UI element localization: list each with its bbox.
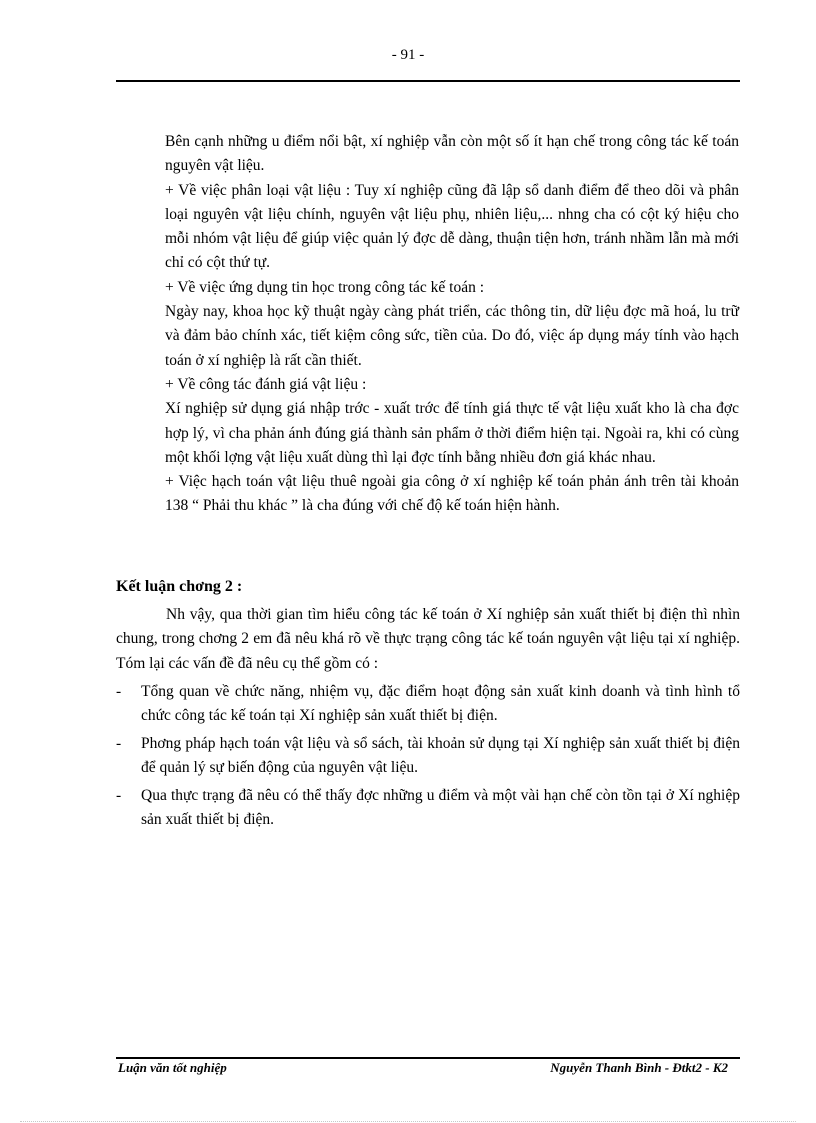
paragraph: + Việc hạch toán vật liệu thuê ngoài gia công ở xí nghiệp kế toán phản ánh trên tài khoản 138 “ Phải thu khác ” là cha đúng với chế độ kế toán hiện hành. [165,473,739,515]
paragraph: Nh vậy, qua thời gian tìm hiểu công tác kế toán ở Xí nghiệp sản xuất thiết bị điện thì nhìn chung, trong chơng 2 em đã nêu khá rõ về thực trạng công tác kế toán nguyên vật liệu tại xí nghiệp. Tóm lại các vấn đề đã nêu cụ thể gồm có : [116,606,740,672]
conclusion-intro [116,603,740,676]
paragraph: + Về việc phân loại vật liệu : Tuy xí nghiệp cũng đã lập sổ danh điểm để theo dõi và phân loại nguyên vật liệu chính, nguyên vật liệu phụ, nhiên liệu,... nhng cha có cột ký hiệu cho mỗi nhóm vật liệu để giúp việc quản lý đợc dễ dàng, thuận tiện hơn, tránh nhầm lẫn mà mới chỉ có cột thứ tự. [165,181,739,272]
paragraph: Xí nghiệp sử dụng giá nhập trớc - xuất trớc để tính giá thực tế vật liệu xuất kho là cha đợc hợp lý, vì cha phản ánh đúng giá thành sản phẩm ở thời điểm hiện tại. Ngoài ra, khi có cùng một khối lợng vật liệu xuất dùng thì lại đợc tính bằng nhiều đơn giá khác nhau. [165,400,739,466]
page-number: - 91 - [391,47,425,63]
paragraph: Ngày nay, khoa học kỹ thuật ngày càng phát triển, các thông tin, dữ liệu đợc mã hoá, lu trữ và đảm bảo chính xác, tiết kiệm công sức, tiền của. Do đó, việc áp dụng máy tính vào hạch toán ở xí nghiệp là rất cần thiết. [165,303,739,369]
list-item [116,732,740,779]
conclusion-heading: Kết luận chơng 2 : [116,578,243,595]
paragraph: Bên cạnh những u điểm nổi bật, xí nghiệp vẫn còn một số ít hạn chế trong công tác kế toán nguyên vật liệu. [165,133,739,175]
bullet-dash: - [116,683,122,700]
page-edge-dots [20,1121,796,1122]
footer-rule [116,1057,740,1059]
list-item [116,784,740,831]
paragraph: + Về công tác đánh giá vật liệu : [165,375,367,393]
bullet-dash: - [116,735,122,752]
conclusion-list [116,680,740,836]
list-item-text: Phơng pháp hạch toán vật liệu và sổ sách, tài khoản sử dụng tại Xí nghiệp sản xuất thiết bị điện để quản lý sự biến động của nguyên vật liệu. [141,735,740,776]
list-item [116,680,740,727]
list-item-text: Tổng quan về chức năng, nhiệm vụ, đặc điểm hoạt động sản xuất kinh doanh và tình hình tổ chức công tác kế toán tại Xí nghiệp sản xuất thiết bị điện. [141,683,740,724]
header-rule [116,80,740,82]
limitations-section [165,130,739,519]
paragraph: + Về việc ứng dụng tin học trong công tác kế toán : [165,278,485,296]
footer-right-text: Nguyễn Thanh Bình - Đtkt2 - K2 [550,1060,728,1075]
footer-left-text: Luận văn tốt nghiệp [118,1060,227,1075]
list-item-text: Qua thực trạng đã nêu có thể thấy đợc những u điểm và một vài hạn chế còn tồn tại ở Xí nghiệp sản xuất thiết bị điện. [141,787,740,828]
bullet-dash: - [116,787,122,804]
